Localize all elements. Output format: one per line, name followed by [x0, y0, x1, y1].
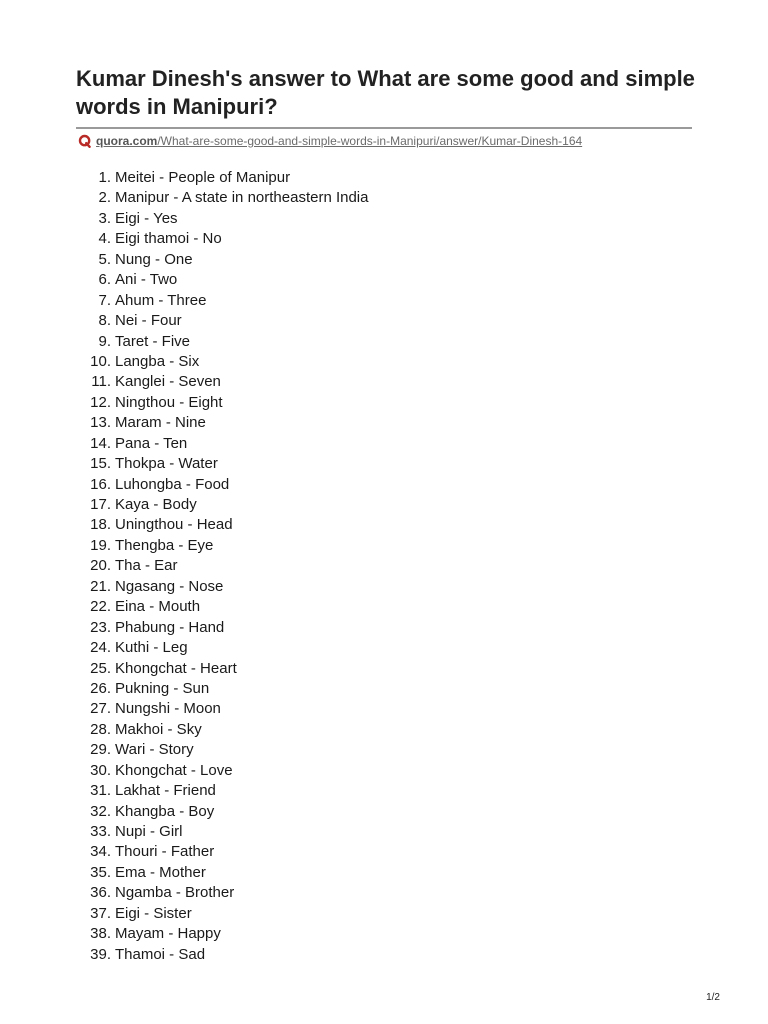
list-item-number: 13. — [90, 414, 111, 432]
list-item-number: 6. — [98, 271, 111, 289]
source-link-row — [78, 132, 582, 150]
list-item-text: Tha - Ear — [115, 557, 178, 575]
list-item-number: 21. — [90, 577, 111, 595]
list-item-number: 14. — [90, 434, 111, 452]
source-domain: quora.com — [96, 134, 158, 148]
list-item-text: Ngamba - Brother — [115, 884, 235, 902]
list-item-text: Thamoi - Sad — [115, 945, 206, 963]
list-item-text: Mayam - Happy — [115, 925, 221, 943]
quora-logo-icon — [78, 134, 92, 148]
title-divider — [76, 127, 692, 129]
list-item-text: Khongchat - Love — [115, 761, 233, 779]
list-item-number: 31. — [90, 782, 111, 800]
list-item-number: 15. — [90, 455, 111, 473]
page-number: 1/2 — [706, 992, 720, 1003]
list-item-text: Eigi - Sister — [115, 904, 192, 922]
list-item-text: Eina - Mouth — [115, 598, 201, 616]
list-item-text: Kuthi - Leg — [115, 639, 188, 657]
list-item-number: 37. — [90, 904, 111, 922]
list-item-text: Lakhat - Friend — [115, 782, 216, 800]
list-item-text: Kaya - Body — [115, 496, 197, 513]
list-item-text: Meitei - People of Manipur — [115, 169, 291, 186]
list-item-text: Khangba - Boy — [115, 802, 215, 820]
list-item-text: Pukning - Sun — [115, 679, 210, 697]
list-item-text: Nei - Four — [115, 312, 182, 330]
list-item-text: Nungshi - Moon — [115, 700, 221, 718]
list-item-text: Uningthou - Head — [115, 516, 233, 534]
list-item-text: Thouri - Father — [115, 843, 215, 861]
list-item-number: 35. — [90, 863, 111, 881]
list-item-number: 32. — [90, 802, 111, 820]
list-item-text: Nupi - Girl — [115, 823, 183, 840]
list-item-text: Luhongba - Food — [115, 475, 230, 493]
list-item-text: Phabung - Hand — [115, 618, 225, 636]
list-item-number: 30. — [90, 761, 111, 779]
list-item-number: 33. — [90, 823, 111, 840]
list-item-number: 23. — [90, 618, 111, 636]
list-item-number: 36. — [90, 884, 111, 902]
page-title: Kumar Dinesh's answer to What are some good and simple words in Manipuri? — [76, 66, 695, 119]
list-item-text: Taret - Five — [115, 332, 191, 350]
list-item-number: 22. — [90, 598, 111, 616]
list-item-text: Pana - Ten — [115, 434, 188, 452]
list-item-number: 24. — [90, 639, 111, 657]
source-url-link[interactable] — [96, 134, 582, 148]
list-item-text: Eigi - Yes — [115, 209, 178, 227]
list-item-text: Ngasang - Nose — [115, 577, 224, 595]
list-item-text: Manipur - A state in northeastern India — [115, 189, 369, 207]
list-item-number: 4. — [98, 230, 111, 248]
list-item-number: 17. — [90, 496, 111, 513]
list-item-number: 26. — [90, 679, 111, 697]
list-item-text: Langba - Six — [115, 352, 200, 370]
list-item-number: 19. — [90, 536, 111, 554]
list-item-number: 12. — [90, 393, 111, 411]
list-item-number: 5. — [98, 250, 111, 268]
list-item-number: 3. — [98, 209, 111, 227]
list-item-text: Makhoi - Sky — [115, 720, 202, 738]
list-item-text: Kanglei - Seven — [115, 373, 221, 391]
list-item-number: 11. — [91, 373, 111, 391]
list-item-number: 29. — [90, 741, 111, 759]
list-item-text: Thengba - Eye — [115, 536, 214, 554]
source-path: /What-are-some-good-and-simple-words-in-Manipuri/answer/Kumar-Dinesh-164 — [157, 134, 583, 148]
list-item-number: 28. — [90, 720, 111, 738]
list-item-number: 7. — [98, 291, 111, 309]
list-item-text: Ani - Two — [115, 271, 178, 289]
list-item-text: Ema - Mother — [115, 863, 206, 881]
list-item-text: Ningthou - Eight — [115, 393, 223, 411]
list-item-number: 10. — [90, 352, 111, 370]
list-item-number: 25. — [90, 659, 111, 677]
list-item-text: Eigi thamoi - No — [115, 230, 222, 248]
list-item-number: 9. — [98, 332, 111, 350]
list-item-number: 39. — [90, 945, 111, 963]
list-item-number: 27. — [90, 700, 111, 718]
list-item-text: Maram - Nine — [115, 414, 206, 432]
list-item-number: 18. — [90, 516, 111, 534]
list-item-text: Khongchat - Heart — [115, 659, 237, 677]
list-item-text: Thokpa - Water — [115, 455, 218, 473]
list-item-text: Wari - Story — [115, 741, 194, 759]
list-item-text: Nung - One — [115, 250, 193, 268]
list-item-number: 34. — [90, 843, 111, 861]
list-item-number: 8. — [98, 312, 111, 330]
list-item-number: 38. — [90, 925, 111, 943]
list-item-number: 20. — [90, 557, 111, 575]
list-item-number: 1. — [98, 169, 111, 186]
list-item-text: Ahum - Three — [115, 291, 207, 309]
list-item-number: 16. — [90, 475, 111, 493]
list-item-number: 2. — [98, 189, 111, 207]
